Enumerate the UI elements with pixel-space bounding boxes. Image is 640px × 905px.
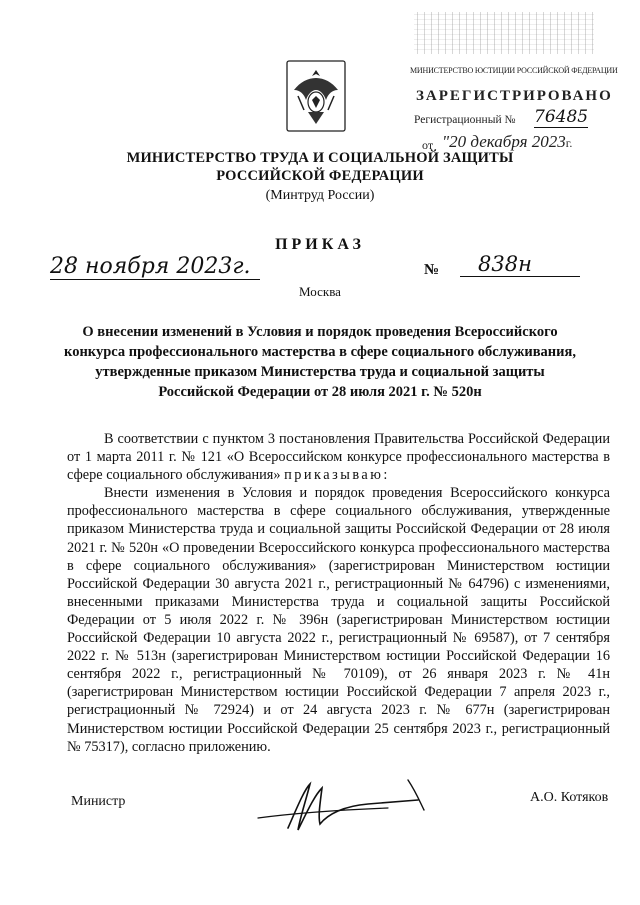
stamp-reg-label: Регистрационный № bbox=[414, 114, 516, 126]
signatory-position: Министр bbox=[71, 794, 126, 809]
body-command-word: приказываю: bbox=[284, 467, 390, 484]
stamp-date-value: "20 декабря 2023 bbox=[442, 132, 566, 151]
order-date-handwritten: 28 ноября 2023г. bbox=[50, 254, 260, 280]
order-city: Москва bbox=[299, 284, 341, 299]
document-title: О внесении изменений в Условия и порядок проведения Всероссийского конкурса профессионального мастерства в сфере социального обслуживания, утвержденные приказом Министерства труда и социальной защиты Российской Федерации от 28 июля 2021 г. № 520н bbox=[64, 324, 576, 400]
body-paragraph-1 bbox=[67, 430, 610, 484]
stamp-header-noise bbox=[414, 12, 594, 54]
document-body bbox=[67, 430, 610, 756]
stamp-registered-label: ЗАРЕГИСТРИРОВАНО bbox=[416, 88, 613, 104]
russian-coat-of-arms-icon bbox=[286, 60, 346, 132]
body-paragraph-1-text: В соответствии с пунктом 3 постановления Правительства Российской Федерации от 1 марта 2011 г. № 121 «О Всероссийском конкурсе профессионального мастерства в сфере социального обслуживания» bbox=[67, 431, 610, 484]
registration-stamp bbox=[408, 6, 618, 156]
stamp-date-prefix-text: от bbox=[422, 138, 434, 152]
stamp-date-suffix: г. bbox=[565, 136, 573, 150]
stamp-ministry-line: МИНИСТЕРСТВО ЮСТИЦИИ РОССИЙСКОЙ ФЕДЕРАЦИИ bbox=[410, 66, 618, 75]
ministry-name-line1: МИНИСТЕРСТВО ТРУДА И СОЦИАЛЬНОЙ ЗАЩИТЫ bbox=[126, 150, 514, 166]
order-number-label: № bbox=[424, 262, 440, 278]
ministry-name-line2: РОССИЙСКОЙ ФЕДЕРАЦИИ bbox=[216, 168, 424, 184]
order-number-handwritten: 838н bbox=[460, 252, 580, 277]
handwritten-signature-icon bbox=[248, 770, 438, 840]
stamp-reg-number: 76485 bbox=[534, 107, 589, 127]
signatory-name: А.О. Котяков bbox=[530, 790, 609, 805]
document-type: ПРИКАЗ bbox=[275, 236, 365, 253]
ministry-abbreviation: (Минтруд России) bbox=[265, 188, 375, 203]
stamp-date-handwritten bbox=[442, 132, 572, 152]
body-paragraph-2: Внести изменения в Условия и порядок проведения Всероссийского конкурса профессионального мастерства в сфере социального обслуживания, утвержденные приказом Министерства труда и социальной защиты Российской Федерации от 28 июля 2021 г. № 520н «О проведении Всероссийского конкурса профессионального мастерства в сфере социального обслуживания» (зарегистрирован Министерством юстиции Российской Федерации 30 августа 2021 г., регистрационный № 64796) с изменениями, внесенными приказами Министерства труда и социальной защиты Российской Федерации от 5 июля 2022 г. № 396н (зарегистрирован Министерством юстиции Российской Федерации 10 августа 2022 г., регистрационный № 69587), от 7 сентября 2022 г. № 513н (зарегистрирован Министерством юстиции Российской Федерации 16 сентября 2022 г., регистрационный № 70109), от 26 января 2023 г. № 41н (зарегистрирован Министерством юстиции Российской Федерации 7 апреля 2023 г., регистрационный № 72924) и от 24 августа 2023 г. № 677н (зарегистрирован Министерством юстиции Российской Федерации 25 сентября 2023 г., регистрационный № 75317), согласно приложению. bbox=[67, 485, 610, 755]
